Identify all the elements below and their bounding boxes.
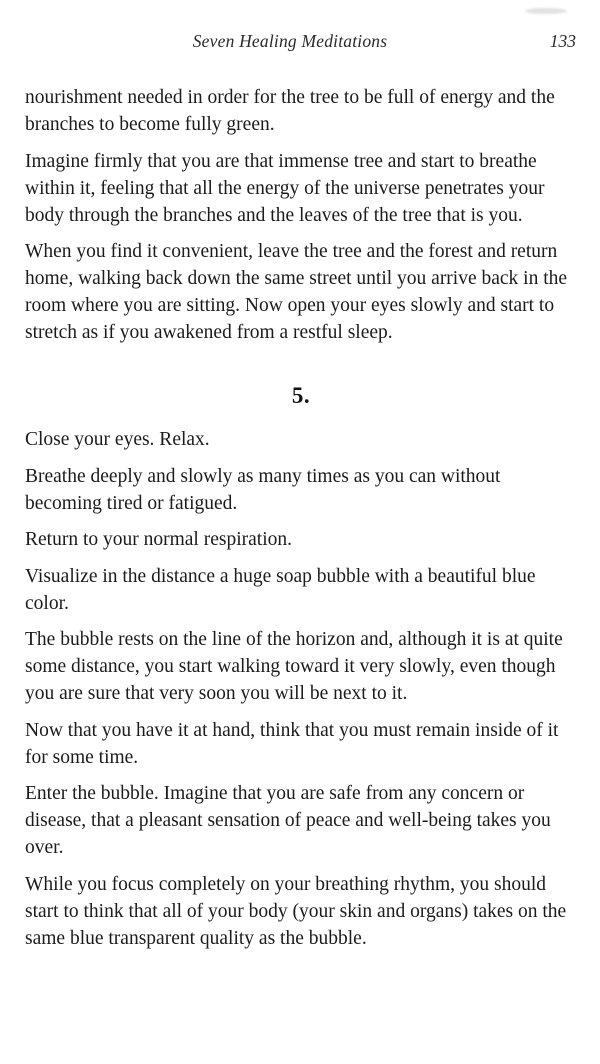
- paragraph: Imagine firmly that you are that immense tree and start to breathe within it, feeling that all the energy of the universe penetrates your body through the branches and the leaves of the tree that is you.: [25, 150, 545, 226]
- paragraph: Breathe deeply and slowly as many times as you can without becoming tired or fatigued.: [25, 465, 501, 514]
- paragraph: Now that you have it at hand, think that you must remain inside of it for some time.: [25, 719, 559, 768]
- section-heading: 5.: [291, 383, 311, 408]
- paragraph: Return to your normal respiration.: [25, 529, 292, 550]
- paragraph: nourishment needed in order for the tree to be full of energy and the branches to become fully green.: [25, 87, 555, 135]
- paragraph: Close your eyes. Relax.: [25, 429, 210, 450]
- body-text: [25, 84, 577, 961]
- paragraph: When you find it convenient, leave the tree and the forest and return home, walking back down the same street until you arrive back in the room where you are sitting. Now open your eyes slowly and start to stretch as if you awakened from a restful sleep.: [25, 241, 568, 343]
- running-title: Seven Healing Meditations: [192, 31, 388, 51]
- page-header: [0, 31, 600, 53]
- scan-smudge: [525, 8, 567, 14]
- page-number: 133: [549, 31, 576, 51]
- paragraph: Enter the bubble. Imagine that you are safe from any concern or disease, that a pleasant sensation of peace and well-being takes you over.: [25, 783, 551, 858]
- paragraph: The bubble rests on the line of the horizon and, although it is at quite some distance, you start walking toward it very slowly, even though you are sure that very soon you will be next to it.: [25, 629, 563, 704]
- paragraph: Visualize in the distance a huge soap bubble with a beautiful blue color.: [25, 565, 536, 614]
- paragraph: While you focus completely on your breathing rhythm, you should start to think that all of your body (your skin and organs) takes on the same blue transparent quality as the bubble.: [25, 873, 567, 949]
